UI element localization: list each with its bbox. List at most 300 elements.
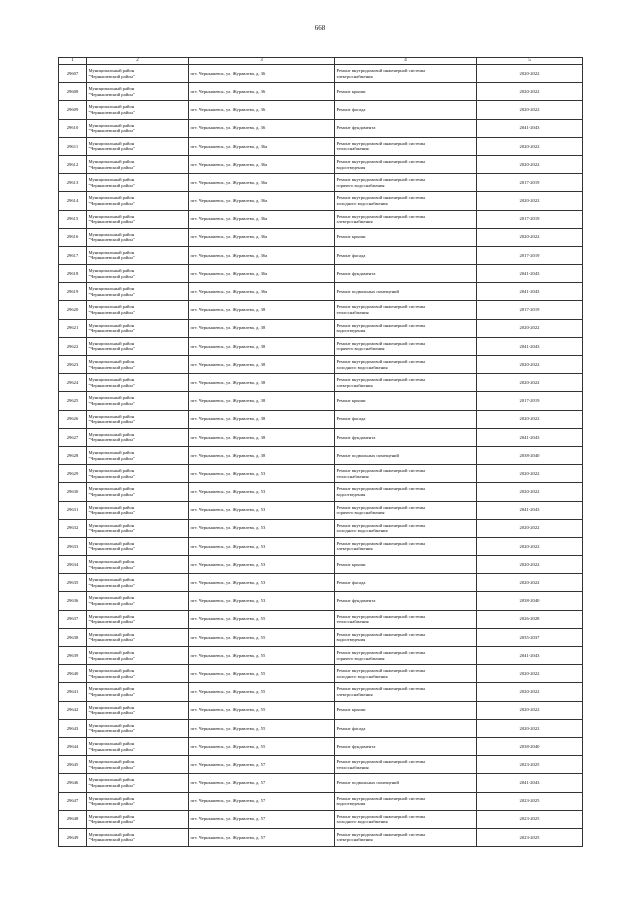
municipality-line-1: Муниципальный район — [88, 831, 135, 837]
address-cell — [189, 446, 335, 464]
municipality-line-1: Муниципальный район — [88, 795, 135, 801]
municipality-line-1: Муниципальный район — [88, 195, 135, 201]
municipality-cell — [87, 192, 189, 210]
municipality-line-2: "Чернышевский район" — [88, 673, 135, 679]
table-row — [59, 537, 583, 555]
table-row — [59, 174, 583, 192]
table-row — [59, 574, 583, 592]
period: 2020-2022 — [519, 470, 540, 476]
period: 2020-2022 — [519, 88, 540, 94]
address-cell — [189, 356, 335, 374]
municipality-line-2: "Чернышевский район" — [88, 546, 135, 552]
page-number: 668 — [314, 24, 326, 32]
address-cell — [189, 756, 335, 774]
work-type-line-1: Ремонт внутридомовой инженерной системы — [336, 504, 426, 510]
municipality-line-2: "Чернышевский район" — [88, 182, 135, 188]
row-number: 29632 — [66, 525, 79, 531]
period-cell — [477, 210, 583, 228]
work-type-line-2: электроснабжения — [336, 546, 373, 552]
period-cell — [477, 374, 583, 392]
municipality-line-2: "Чернышевский район" — [88, 510, 135, 516]
column-header: 1 — [59, 58, 87, 65]
work-type-line-2: горячего водоснабжения — [336, 655, 385, 661]
row-number: 29610 — [66, 125, 79, 131]
address-cell — [189, 592, 335, 610]
municipality-line-2: "Чернышевский район" — [88, 346, 135, 352]
address: пгт. Чернышевск, ул. Журавлева, д. 57 — [190, 780, 266, 786]
municipality-line-1: Муниципальный район — [88, 504, 135, 510]
row-number-cell — [59, 392, 87, 410]
period: 2041-2043 — [519, 780, 540, 786]
municipality-line-1: Муниципальный район — [88, 668, 135, 674]
row-number-cell — [59, 592, 87, 610]
table-row — [59, 628, 583, 646]
row-number-cell — [59, 774, 87, 792]
municipality-line-2: "Чернышевский район" — [88, 219, 135, 225]
municipality-line-1: Муниципальный район — [88, 486, 135, 492]
table-row — [59, 592, 583, 610]
row-number: 29640 — [66, 670, 79, 676]
period-cell — [477, 665, 583, 683]
address-cell — [189, 283, 335, 301]
period: 2026-2028 — [519, 616, 540, 622]
work-type-line-1: Ремонт фундамента — [336, 598, 376, 604]
work-type-line-2: водоотведения — [336, 328, 366, 334]
period-cell — [477, 392, 583, 410]
row-number-cell — [59, 665, 87, 683]
municipality-line-1: Муниципальный район — [88, 650, 135, 655]
municipality-line-2: "Чернышевский район" — [88, 655, 135, 661]
work-type-line-2: водоотведения — [336, 637, 366, 643]
period-cell — [477, 701, 583, 719]
row-number-cell — [59, 810, 87, 828]
municipality-line-1: Муниципальный район — [88, 613, 135, 619]
address: пгт. Чернышевск, ул. Журавлева, д. 36а — [190, 198, 268, 204]
municipality-cell — [87, 774, 189, 792]
work-type-line-2: горячего водоснабжения — [336, 510, 385, 516]
period: 2020-2022 — [519, 70, 540, 76]
row-number: 29612 — [66, 161, 79, 167]
municipality-cell — [87, 810, 189, 828]
municipality-line-1: Муниципальный район — [88, 68, 135, 73]
work-type-line-1: Ремонт внутридомовой инженерной системы — [336, 195, 426, 201]
period: 2020-2022 — [519, 689, 540, 695]
municipality-line-2: "Чернышевский район" — [88, 819, 135, 825]
address: пгт. Чернышевск, ул. Журавлева, д. 38 — [190, 452, 266, 458]
row-number-cell — [59, 501, 87, 519]
municipality-cell — [87, 228, 189, 246]
municipality-line-2: "Чернышевский район" — [88, 582, 135, 588]
row-number-cell — [59, 83, 87, 101]
work-type-cell — [335, 210, 477, 228]
municipality-line-2: "Чернышевский район" — [88, 637, 135, 643]
row-number: 29621 — [66, 325, 79, 331]
table-row — [59, 810, 583, 828]
work-type-line-1: Ремонт внутридомовой инженерной системы — [336, 686, 426, 692]
municipality-line-1: Муниципальный район — [88, 559, 135, 565]
period: 2038-2040 — [519, 743, 540, 749]
row-number: 29646 — [66, 780, 79, 786]
address: пгт. Чернышевск, ул. Журавлева, д. 55 — [190, 652, 266, 658]
municipality-line-2: "Чернышевский район" — [88, 691, 135, 697]
work-type-cell — [335, 683, 477, 701]
period-cell — [477, 683, 583, 701]
row-number: 29641 — [66, 689, 79, 695]
row-number-cell — [59, 483, 87, 501]
address-cell — [189, 574, 335, 592]
table-row — [59, 192, 583, 210]
municipality-line-2: "Чернышевский район" — [88, 310, 135, 316]
table-row — [59, 683, 583, 701]
work-type-line-1: Ремонт крыши — [336, 234, 366, 240]
row-number-cell — [59, 319, 87, 337]
table-row — [59, 665, 583, 683]
municipality-cell — [87, 574, 189, 592]
work-type-cell — [335, 155, 477, 173]
work-type-cell — [335, 392, 477, 410]
address-cell — [189, 719, 335, 737]
work-type-line-2: водоотведения — [336, 164, 366, 170]
address: пгт. Чернышевск, ул. Журавлева, д. 57 — [190, 761, 266, 767]
municipality-cell — [87, 374, 189, 392]
municipality-line-2: "Чернышевский район" — [88, 128, 135, 134]
address-cell — [189, 374, 335, 392]
address: пгт. Чернышевск, ул. Журавлева, д. 53 — [190, 489, 266, 495]
municipality-line-1: Муниципальный район — [88, 577, 135, 583]
table-row — [59, 301, 583, 319]
row-number-cell — [59, 192, 87, 210]
period: 2041-2043 — [519, 507, 540, 513]
row-number-cell — [59, 228, 87, 246]
municipality-cell — [87, 101, 189, 119]
period: 2041-2043 — [519, 652, 540, 658]
work-type-cell — [335, 192, 477, 210]
work-type-line-1: Ремонт внутридомовой инженерной системы — [336, 304, 426, 310]
work-type-cell — [335, 628, 477, 646]
period-cell — [477, 83, 583, 101]
period-cell — [477, 628, 583, 646]
municipality-line-2: "Чернышевский район" — [88, 291, 135, 297]
row-number: 29631 — [66, 507, 79, 513]
work-type-line-2: теплоснабжения — [336, 473, 369, 479]
address-cell — [189, 537, 335, 555]
address: пгт. Чернышевск, ул. Журавлева, д. 55 — [190, 634, 266, 640]
address: пгт. Чернышевск, ул. Журавлева, д. 53 — [190, 580, 266, 586]
period-cell — [477, 356, 583, 374]
municipality-cell — [87, 119, 189, 137]
work-type-line-1: Ремонт подвальных помещений — [336, 289, 399, 295]
row-number: 29619 — [66, 289, 79, 295]
period: 2020-2022 — [519, 725, 540, 731]
address: пгт. Чернышевск, ул. Журавлева, д. 57 — [190, 834, 266, 840]
row-number: 29616 — [66, 234, 79, 240]
row-number: 29622 — [66, 343, 79, 349]
period-cell — [477, 428, 583, 446]
work-type-line-2: холодного водоснабжения — [336, 673, 388, 679]
municipality-cell — [87, 337, 189, 355]
municipality-cell — [87, 719, 189, 737]
municipality-line-2: "Чернышевский район" — [88, 746, 135, 752]
address-cell — [189, 501, 335, 519]
municipality-line-2: "Чернышевский район" — [88, 764, 135, 770]
work-type-line-1: Ремонт подвальных помещений — [336, 780, 399, 786]
row-number: 29618 — [66, 270, 79, 276]
work-type-cell — [335, 792, 477, 810]
municipality-line-2: "Чернышевский район" — [88, 455, 135, 461]
row-number: 29647 — [66, 798, 79, 804]
row-number: 29642 — [66, 707, 79, 713]
work-type-cell — [335, 810, 477, 828]
period-cell — [477, 483, 583, 501]
work-type-line-1: Ремонт фундамента — [336, 434, 376, 440]
municipality-line-2: "Чернышевский район" — [88, 273, 135, 279]
municipality-cell — [87, 665, 189, 683]
table-row — [59, 610, 583, 628]
municipality-line-2: "Чернышевский район" — [88, 728, 135, 734]
row-number-cell — [59, 828, 87, 846]
work-type-cell — [335, 483, 477, 501]
period-cell — [477, 465, 583, 483]
municipality-cell — [87, 828, 189, 846]
work-type-line-1: Ремонт фасада — [336, 580, 366, 586]
row-number: 29649 — [66, 834, 79, 840]
municipality-cell — [87, 792, 189, 810]
municipality-line-2: "Чернышевский район" — [88, 237, 135, 243]
municipality-line-1: Муниципальный район — [88, 340, 135, 346]
municipality-cell — [87, 155, 189, 173]
table-row — [59, 356, 583, 374]
municipality-line-2: "Чернышевский район" — [88, 491, 135, 497]
municipality-cell — [87, 65, 189, 83]
municipality-line-1: Муниципальный район — [88, 158, 135, 164]
address-cell — [189, 610, 335, 628]
period-cell — [477, 174, 583, 192]
row-number: 29644 — [66, 743, 79, 749]
address-cell — [189, 83, 335, 101]
work-type-line-1: Ремонт крыши — [336, 88, 366, 94]
period-cell — [477, 337, 583, 355]
address: пгт. Чернышевск, ул. Журавлева, д. 38 — [190, 361, 266, 367]
table-row — [59, 265, 583, 283]
work-type-line-1: Ремонт внутридомовой инженерной системы — [336, 540, 426, 546]
work-type-line-1: Ремонт фасада — [336, 107, 366, 113]
row-number-cell — [59, 556, 87, 574]
work-type-line-1: Ремонт фасада — [336, 725, 366, 731]
row-number-cell — [59, 101, 87, 119]
period: 2020-2022 — [519, 107, 540, 113]
row-number: 29628 — [66, 452, 79, 458]
address-cell — [189, 155, 335, 173]
table-header-row — [59, 58, 583, 65]
work-type-cell — [335, 756, 477, 774]
table-row — [59, 246, 583, 264]
municipality-cell — [87, 301, 189, 319]
municipality-line-2: "Чернышевский район" — [88, 801, 135, 807]
address-cell — [189, 792, 335, 810]
address-cell — [189, 119, 335, 137]
work-type-cell — [335, 174, 477, 192]
row-number: 29645 — [66, 761, 79, 767]
municipality-cell — [87, 465, 189, 483]
table-row — [59, 374, 583, 392]
municipality-line-1: Муниципальный район — [88, 322, 135, 328]
period: 2020-2022 — [519, 161, 540, 167]
period: 2020-2022 — [519, 234, 540, 240]
table-row — [59, 137, 583, 155]
work-type-cell — [335, 647, 477, 665]
municipality-line-1: Муниципальный район — [88, 759, 135, 765]
row-number-cell — [59, 428, 87, 446]
table-row — [59, 483, 583, 501]
municipality-line-1: Муниципальный район — [88, 468, 135, 474]
work-type-cell — [335, 137, 477, 155]
address: пгт. Чернышевск, ул. Журавлева, д. 38 — [190, 434, 266, 440]
work-type-cell — [335, 119, 477, 137]
municipality-line-2: "Чернышевский район" — [88, 564, 135, 570]
work-type-line-1: Ремонт внутридомовой инженерной системы — [336, 650, 426, 655]
table-row — [59, 774, 583, 792]
work-type-line-1: Ремонт крыши — [336, 561, 366, 567]
municipality-line-1: Муниципальный район — [88, 631, 135, 637]
period-cell — [477, 410, 583, 428]
row-number: 29608 — [66, 88, 79, 94]
work-type-line-2: водоотведения — [336, 801, 366, 807]
period: 2020-2022 — [519, 525, 540, 531]
period-cell — [477, 610, 583, 628]
municipality-line-1: Муниципальный район — [88, 286, 135, 292]
row-number-cell — [59, 446, 87, 464]
work-type-cell — [335, 465, 477, 483]
row-number: 29607 — [66, 70, 79, 76]
row-number-cell — [59, 356, 87, 374]
period: 2017-2019 — [519, 216, 540, 222]
period: 2017-2019 — [519, 179, 540, 185]
row-number: 29630 — [66, 489, 79, 495]
period: 2041-2043 — [519, 289, 540, 295]
period-cell — [477, 192, 583, 210]
municipality-cell — [87, 319, 189, 337]
row-number-cell — [59, 792, 87, 810]
municipality-cell — [87, 210, 189, 228]
table-row — [59, 210, 583, 228]
row-number-cell — [59, 628, 87, 646]
address-cell — [189, 483, 335, 501]
row-number-cell — [59, 210, 87, 228]
work-type-line-2: электроснабжения — [336, 219, 373, 225]
work-type-cell — [335, 519, 477, 537]
table-row — [59, 465, 583, 483]
work-type-cell — [335, 592, 477, 610]
period-cell — [477, 556, 583, 574]
row-number: 29635 — [66, 580, 79, 586]
period: 2020-2022 — [519, 707, 540, 713]
row-number-cell — [59, 465, 87, 483]
municipality-line-2: "Чернышевский район" — [88, 419, 135, 425]
table-row — [59, 828, 583, 846]
address-cell — [189, 137, 335, 155]
work-type-cell — [335, 665, 477, 683]
address: пгт. Чернышевск, ул. Журавлева, д. 53 — [190, 543, 266, 549]
work-type-line-1: Ремонт внутридомовой инженерной системы — [336, 613, 426, 619]
period: 2020-2022 — [519, 198, 540, 204]
municipality-line-1: Муниципальный район — [88, 449, 135, 455]
period-cell — [477, 501, 583, 519]
work-type-cell — [335, 737, 477, 755]
row-number: 29625 — [66, 398, 79, 404]
address-cell — [189, 228, 335, 246]
address: пгт. Чернышевск, ул. Журавлева, д. 53 — [190, 561, 266, 567]
municipality-cell — [87, 174, 189, 192]
period-cell — [477, 65, 583, 83]
municipality-line-1: Муниципальный район — [88, 722, 135, 728]
row-number: 29629 — [66, 470, 79, 476]
municipality-line-1: Муниципальный район — [88, 813, 135, 819]
work-type-line-2: холодного водоснабжения — [336, 200, 388, 206]
municipality-cell — [87, 392, 189, 410]
work-type-cell — [335, 428, 477, 446]
municipality-line-2: "Чернышевский район" — [88, 91, 135, 97]
address: пгт. Чернышевск, ул. Журавлева, д. 53 — [190, 470, 266, 476]
municipality-line-2: "Чернышевский район" — [88, 200, 135, 206]
period: 2020-2022 — [519, 543, 540, 549]
row-number-cell — [59, 537, 87, 555]
row-number: 29617 — [66, 252, 79, 258]
municipality-line-2: "Чернышевский район" — [88, 601, 135, 607]
work-type-cell — [335, 574, 477, 592]
repair-schedule-table — [58, 57, 583, 847]
table-row — [59, 337, 583, 355]
row-number-cell — [59, 337, 87, 355]
municipality-line-1: Муниципальный район — [88, 177, 135, 183]
municipality-cell — [87, 737, 189, 755]
row-number: 29614 — [66, 198, 79, 204]
table-row — [59, 756, 583, 774]
municipality-line-1: Муниципальный район — [88, 740, 135, 746]
address: пгт. Чернышевск, ул. Журавлева, д. 55 — [190, 707, 266, 713]
municipality-cell — [87, 610, 189, 628]
address-cell — [189, 192, 335, 210]
table-row — [59, 701, 583, 719]
row-number-cell — [59, 647, 87, 665]
work-type-line-2: горячего водоснабжения — [336, 346, 385, 352]
period-cell — [477, 647, 583, 665]
period: 2041-2043 — [519, 343, 540, 349]
column-header: 5 — [477, 58, 583, 65]
address: пгт. Чернышевск, ул. Журавлева, д. 36а — [190, 161, 268, 167]
period-cell — [477, 756, 583, 774]
address-cell — [189, 465, 335, 483]
table-row — [59, 501, 583, 519]
work-type-cell — [335, 374, 477, 392]
address: пгт. Чернышевск, ул. Журавлева, д. 57 — [190, 816, 266, 822]
row-number: 29627 — [66, 434, 79, 440]
work-type-line-1: Ремонт внутридомовой инженерной системы — [336, 68, 426, 73]
period-cell — [477, 592, 583, 610]
period: 2020-2022 — [519, 489, 540, 495]
work-type-line-1: Ремонт фундамента — [336, 270, 376, 276]
address: пгт. Чернышевск, ул. Журавлева, д. 36 — [190, 125, 266, 131]
table-row — [59, 556, 583, 574]
work-type-cell — [335, 246, 477, 264]
table-row — [59, 392, 583, 410]
address: пгт. Чернышевск, ул. Журавлева, д. 57 — [190, 798, 266, 804]
municipality-cell — [87, 519, 189, 537]
table-row — [59, 410, 583, 428]
address: пгт. Чернышевск, ул. Журавлева, д. 36 — [190, 107, 266, 113]
address-cell — [189, 174, 335, 192]
work-type-cell — [335, 537, 477, 555]
row-number: 29613 — [66, 179, 79, 185]
